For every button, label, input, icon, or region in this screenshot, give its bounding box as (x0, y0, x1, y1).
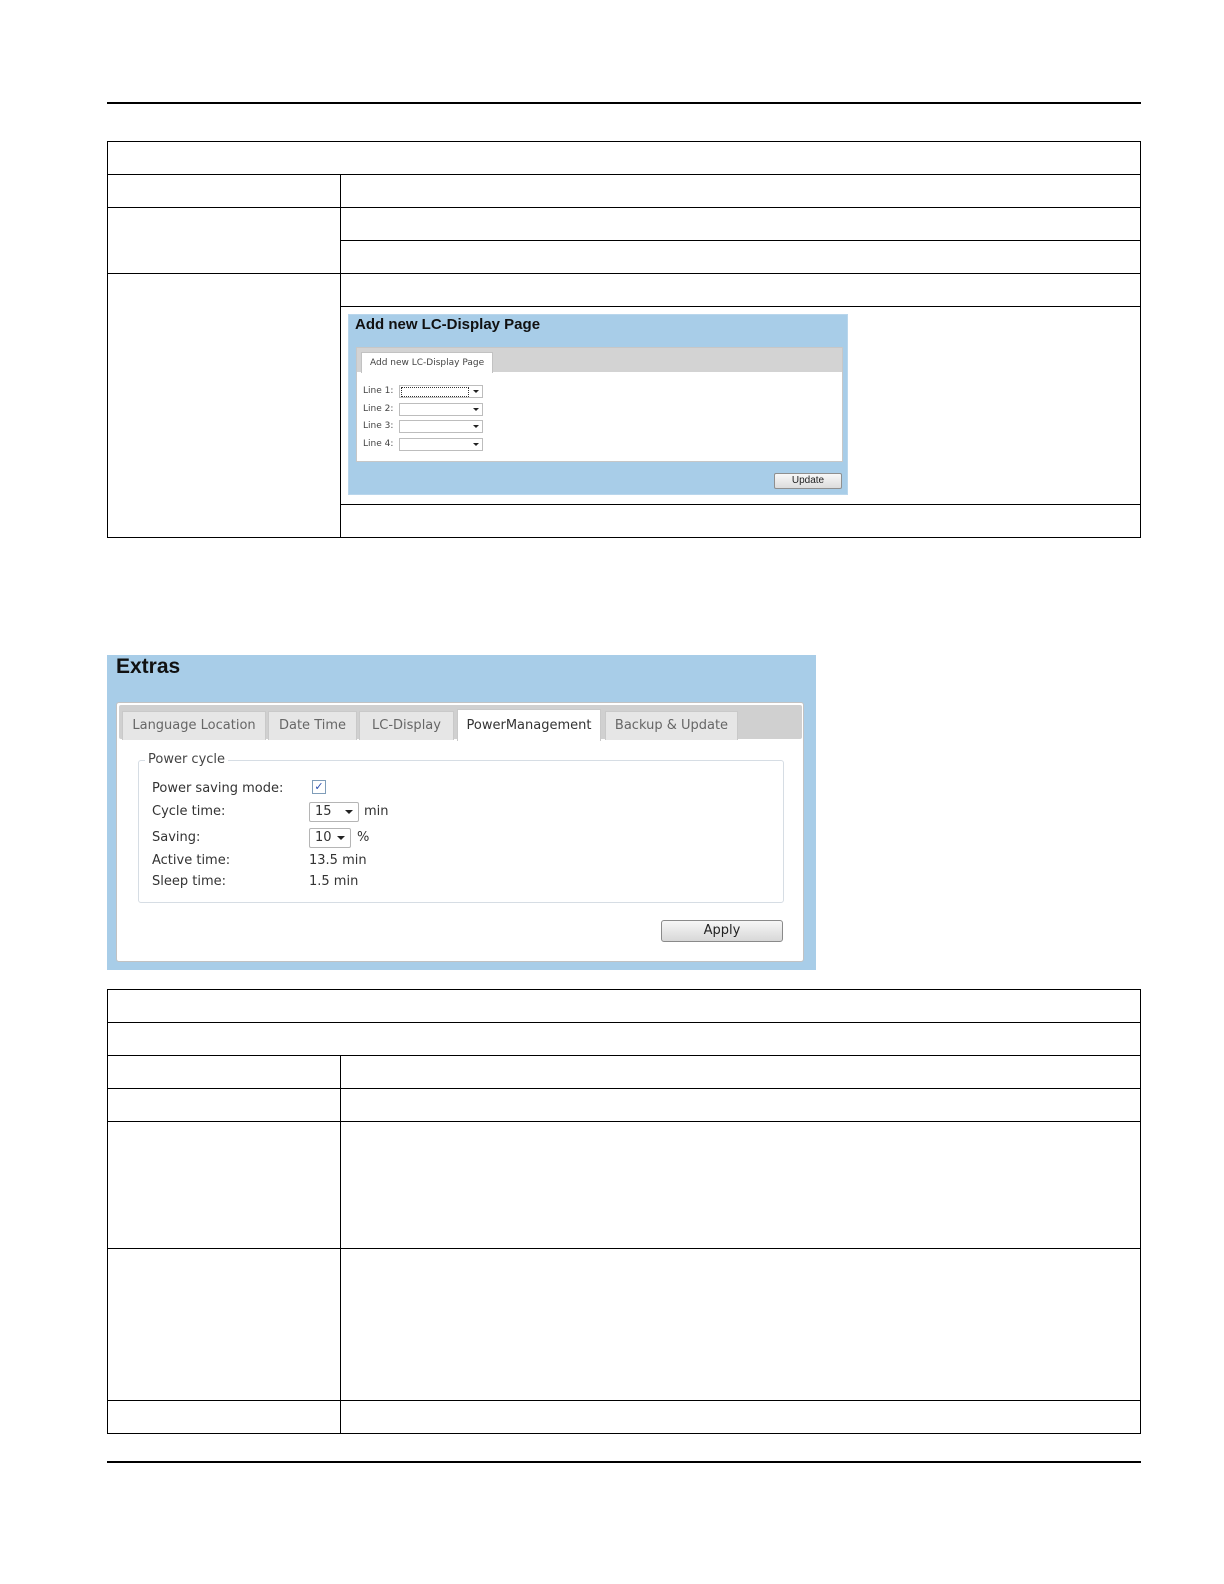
extras-tab-bar (119, 705, 802, 739)
checkmark-icon: ✓ (314, 780, 324, 793)
chevron-down-icon (473, 408, 479, 411)
table-cell (341, 1089, 1141, 1122)
dialog-panel (356, 347, 843, 462)
table-bottom (107, 989, 1141, 1434)
line-3-label: Line 3: (363, 421, 394, 431)
table-cell (108, 1089, 341, 1122)
active-time-value: 13.5 min (309, 853, 367, 868)
lcd-add-page-dialog (348, 314, 848, 495)
line-2-select[interactable] (399, 403, 483, 416)
extras-dialog (107, 655, 816, 970)
tab-power-management[interactable]: PowerManagement (457, 709, 601, 741)
tab-date-time[interactable]: Date Time (268, 711, 357, 740)
power-saving-label: Power saving mode: (152, 781, 284, 796)
power-cycle-legend: Power cycle (145, 752, 228, 767)
table-cell (341, 1122, 1141, 1249)
line-4-label: Line 4: (363, 439, 394, 449)
saving-unit: % (357, 830, 370, 845)
table-cell (108, 208, 341, 274)
chevron-down-icon (473, 390, 479, 393)
tab-lc-display[interactable]: LC-Display (359, 711, 454, 740)
footer-rule (107, 1461, 1141, 1463)
table-cell (341, 241, 1141, 274)
tab-language-location[interactable]: Language Location (122, 711, 266, 740)
table-cell (108, 990, 1141, 1023)
sleep-time-label: Sleep time: (152, 874, 226, 889)
table-cell (341, 1401, 1141, 1434)
saving-select[interactable] (309, 828, 351, 848)
apply-button[interactable]: Apply (661, 920, 783, 942)
table-cell (108, 1023, 1141, 1056)
cycle-time-unit: min (364, 804, 389, 819)
header-rule (107, 102, 1141, 104)
tab-add-lcd-page[interactable]: Add new LC-Display Page (361, 352, 493, 373)
chevron-down-icon (337, 836, 345, 840)
table-cell (341, 175, 1141, 208)
power-cycle-group (138, 752, 784, 903)
table-cell (108, 1249, 341, 1401)
table-cell (108, 274, 341, 538)
update-button[interactable]: Update (774, 473, 842, 489)
saving-label: Saving: (152, 830, 201, 845)
extras-panel (116, 702, 804, 962)
tab-bar (357, 348, 842, 372)
table-cell (341, 1056, 1141, 1089)
line-3-select[interactable] (399, 420, 483, 433)
table-cell (108, 1401, 341, 1434)
saving-value: 10 (315, 830, 332, 845)
sleep-time-value: 1.5 min (309, 874, 359, 889)
chevron-down-icon (473, 425, 479, 428)
table-cell (108, 175, 341, 208)
line-4-select[interactable] (399, 438, 483, 451)
cycle-time-select[interactable] (309, 802, 359, 822)
cycle-time-label: Cycle time: (152, 804, 226, 819)
dialog-title: Add new LC-Display Page (355, 316, 541, 333)
table-cell (108, 1056, 341, 1089)
table-cell (341, 1249, 1141, 1401)
tab-backup-update[interactable]: Backup & Update (605, 711, 738, 740)
chevron-down-icon (345, 810, 353, 814)
line-1-select[interactable] (399, 385, 483, 398)
line-1-label: Line 1: (363, 386, 394, 396)
active-time-label: Active time: (152, 853, 231, 868)
extras-title: Extras (116, 655, 181, 678)
table-cell (108, 142, 1141, 175)
line-2-label: Line 2: (363, 404, 394, 414)
table-cell (341, 208, 1141, 241)
table-cell (341, 274, 1141, 307)
table-cell (108, 1122, 341, 1249)
power-saving-checkbox[interactable] (312, 780, 326, 794)
table-cell (341, 505, 1141, 538)
chevron-down-icon (473, 443, 479, 446)
cycle-time-value: 15 (315, 804, 332, 819)
